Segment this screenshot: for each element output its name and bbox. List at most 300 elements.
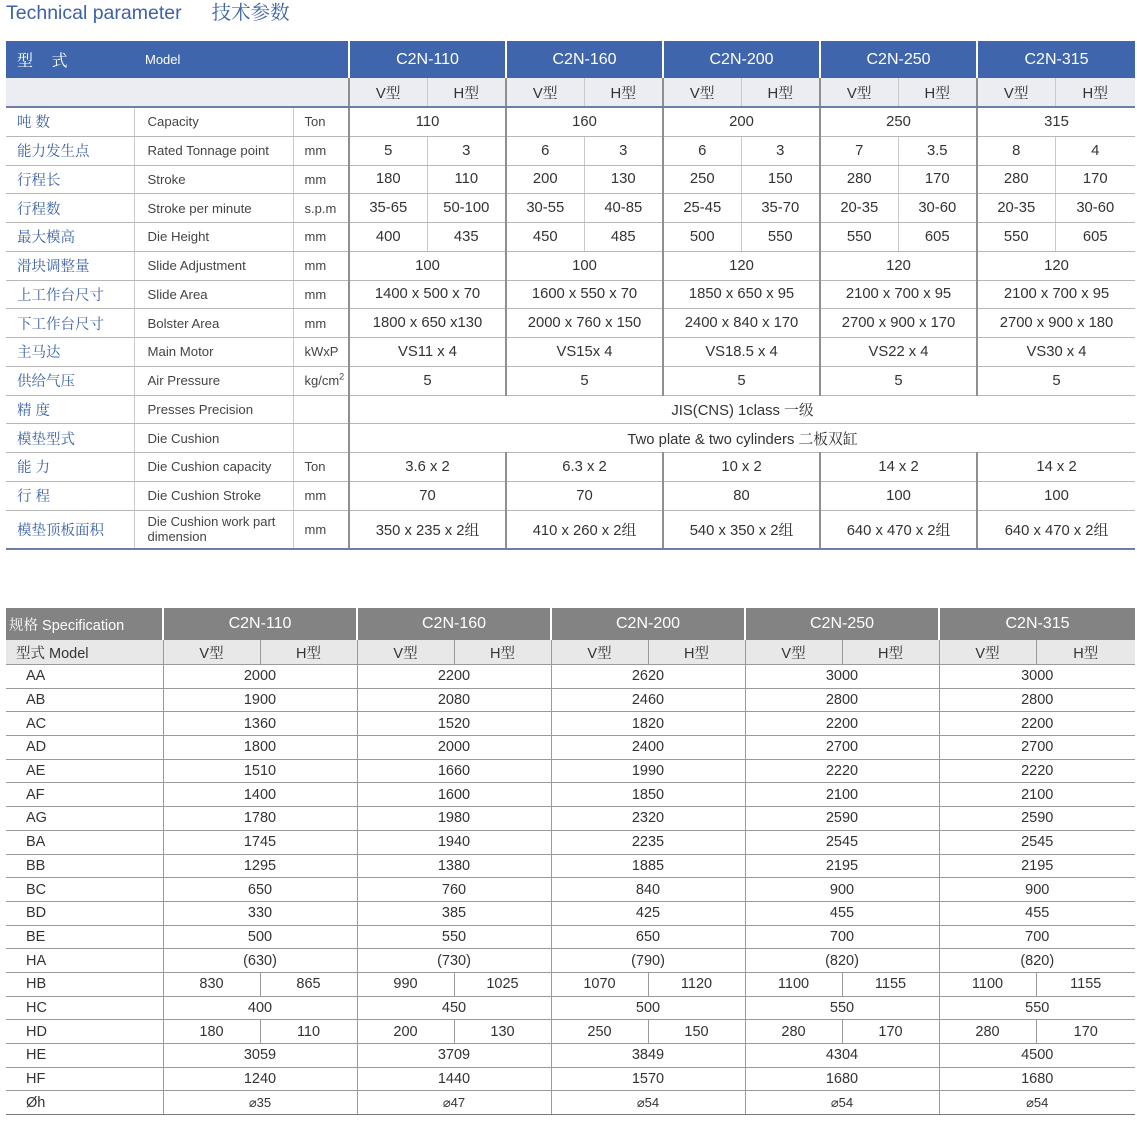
param-unit [293,481,349,510]
param-value: 540 x 350 x 2组 [663,510,820,549]
type-header: H型 [427,78,506,107]
param-value: VS15x 4 [506,338,663,367]
spec-value: 1440 [357,1067,551,1091]
spec-value: ⌀35 [163,1091,357,1115]
spec-row-label: HD [6,1020,163,1044]
spec-value: 2400 [551,736,745,760]
spec-header-row-models [6,608,1135,640]
spec-row-label: HF [6,1067,163,1091]
model-header: C2N-200 [663,41,820,78]
param-row [6,424,1135,453]
spec-value: 2800 [745,688,939,712]
param-value: 6 [663,136,741,165]
param-value: 2700 x 900 x 170 [820,309,977,338]
param-row [6,481,1135,510]
param-label-zh: 供给气压 [6,366,134,395]
param-value: 200 [663,107,820,136]
param-value: 70 [349,481,506,510]
type-header: H型 [741,78,820,107]
type-header: H型 [898,78,977,107]
spec-value: (790) [551,949,745,973]
spec-value: 330 [163,901,357,925]
spec-value: 2620 [551,665,745,689]
param-label-en: Stroke [134,165,293,194]
spec-value: 385 [357,901,551,925]
spec-type-header: H型 [648,640,745,665]
spec-value: ⌀54 [745,1091,939,1115]
spec-row [6,783,1135,807]
param-label-zh: 行程数 [6,194,134,223]
model-header: C2N-250 [820,41,977,78]
param-value: 120 [820,251,977,280]
param-value: 30-55 [506,194,584,223]
spec-value: 1680 [939,1067,1135,1091]
param-unit-text: mm [304,286,327,302]
param-value: 315 [977,107,1135,136]
spec-row-label: AF [6,783,163,807]
param-row [6,338,1135,367]
param-value: 410 x 260 x 2组 [506,510,663,549]
spec-row [6,712,1135,736]
param-unit-text: mm [304,258,327,274]
spec-value: 250 [551,1020,648,1044]
param-value: 30-60 [1055,194,1135,223]
spec-value: 425 [551,901,745,925]
param-unit [293,510,349,549]
param-row [6,165,1135,194]
specification-table [6,608,1135,1115]
spec-value: 830 [163,972,260,996]
param-unit [293,223,349,252]
param-label-en: Stroke per minute [134,194,293,223]
spec-value: 3709 [357,1044,551,1068]
spec-row-label: AB [6,688,163,712]
spec-value: 1120 [648,972,745,996]
model-header: C2N-110 [349,41,506,78]
param-label-en: Die Cushion work part dimension [134,510,293,549]
param-value: 5 [663,366,820,395]
spec-value: 2100 [939,783,1135,807]
spec-model-header: C2N-315 [939,608,1135,640]
spec-value: 2800 [939,688,1135,712]
model-header: C2N-315 [977,41,1135,78]
spec-row [6,736,1135,760]
param-label-zh: 吨 数 [6,107,134,136]
type-header: H型 [1055,78,1135,107]
spec-value: 2700 [745,736,939,760]
param-value: 605 [1055,223,1135,252]
param-value: 1800 x 650 x130 [349,309,506,338]
spec-value: 2320 [551,807,745,831]
spec-value: 1570 [551,1067,745,1091]
param-value: 280 [977,165,1055,194]
spec-value: 2590 [939,807,1135,831]
spec-value: 3059 [163,1044,357,1068]
param-value: 100 [820,481,977,510]
type-header: V型 [977,78,1055,107]
param-unit [293,280,349,309]
spec-row-label: BB [6,854,163,878]
type-header: V型 [820,78,898,107]
spec-value: (730) [357,949,551,973]
param-label-en: Die Cushion [134,424,293,453]
spec-value: 1745 [163,830,357,854]
param-unit [293,395,349,424]
spec-value: 2080 [357,688,551,712]
spec-value: 900 [745,878,939,902]
param-unit-text: Ton [304,459,326,475]
param-unit-text: mm [304,521,327,537]
spec-value: 900 [939,878,1135,902]
param-unit-text: s.p.m [304,200,337,216]
spec-value: 280 [939,1020,1036,1044]
spec-row-label: BA [6,830,163,854]
param-label-zh: 行 程 [6,481,134,510]
param-unit-sup: 2 [339,371,345,382]
param-row [6,251,1135,280]
spec-value: (820) [939,949,1135,973]
spec-value: 455 [745,901,939,925]
spec-value: 2000 [357,736,551,760]
spec-value: 760 [357,878,551,902]
param-value: 550 [741,223,820,252]
param-value: Two plate & two cylinders 二板双缸 [349,424,1135,453]
spec-type-header: V型 [357,640,454,665]
type-header: V型 [506,78,584,107]
param-value: 20-35 [977,194,1055,223]
param-value: VS22 x 4 [820,338,977,367]
spec-row-label: HB [6,972,163,996]
param-value: 250 [663,165,741,194]
spec-row-label: AD [6,736,163,760]
spec-value: 1100 [939,972,1036,996]
spec-value: 2460 [551,688,745,712]
param-value: 100 [977,481,1135,510]
param-row [6,136,1135,165]
param-unit [293,338,349,367]
param-value: 120 [663,251,820,280]
spec-type-header: V型 [745,640,842,665]
spec-row [6,949,1135,973]
page-title-en: Technical parameter [6,2,182,24]
param-value: 20-35 [820,194,898,223]
spec-value: 2235 [551,830,745,854]
param-value: 450 [506,223,584,252]
spec-value: 1400 [163,783,357,807]
spec-value: 650 [163,878,357,902]
model-header: C2N-160 [506,41,663,78]
param-value: VS30 x 4 [977,338,1135,367]
spec-header-label: 规格 Specification [6,608,163,640]
spec-value: 4500 [939,1044,1135,1068]
param-label-zh: 行程长 [6,165,134,194]
param-value: 5 [349,136,427,165]
spec-value: 1885 [551,854,745,878]
page-title-zh: 技术参数 [211,2,290,24]
param-label-zh: 能 力 [6,453,134,482]
spec-row [6,854,1135,878]
param-value: 3.6 x 2 [349,453,506,482]
param-value: 4 [1055,136,1135,165]
param-label-en: Air Pressure [134,366,293,395]
spec-value: 2200 [745,712,939,736]
spec-row [6,1044,1135,1068]
param-value: 6.3 x 2 [506,453,663,482]
param-value: 2700 x 900 x 180 [977,309,1135,338]
param-value: 25-45 [663,194,741,223]
param-unit-text: kWxP [304,344,339,360]
spec-row-label: HE [6,1044,163,1068]
param-value: 640 x 470 x 2组 [977,510,1135,549]
param-unit [293,453,349,482]
param-value: 550 [977,223,1055,252]
technical-parameter-table [6,41,1135,550]
param-value: 5 [506,366,663,395]
param-value: 3 [427,136,506,165]
spec-value: 550 [745,996,939,1020]
param-value: 110 [349,107,506,136]
param-label-en: Die Cushion Stroke [134,481,293,510]
param-label-zh: 下工作台尺寸 [6,309,134,338]
spec-type-header: H型 [454,640,551,665]
spec-value: (630) [163,949,357,973]
param-value: 500 [663,223,741,252]
param-value: 160 [506,107,663,136]
param-label-en: Die Height [134,223,293,252]
spec-row [6,830,1135,854]
spec-value: 2000 [163,665,357,689]
spec-value: 840 [551,878,745,902]
spec-row [6,759,1135,783]
type-header: V型 [349,78,427,107]
param-value: 7 [820,136,898,165]
param-unit [293,424,349,453]
spec-value: 1295 [163,854,357,878]
param-value: 1400 x 500 x 70 [349,280,506,309]
spec-value: 2100 [745,783,939,807]
param-row [6,510,1135,549]
spec-value: 1980 [357,807,551,831]
param-unit-text: mm [304,229,327,245]
spec-value: 1155 [842,972,939,996]
spec-value: 1780 [163,807,357,831]
spec-model-label: 型式 Model [6,640,163,665]
spec-value: 180 [163,1020,260,1044]
spec-value: 2195 [939,854,1135,878]
type-header-blank [6,78,349,107]
header-row-types [6,78,1135,107]
param-value: 2000 x 760 x 150 [506,309,663,338]
spec-model-header: C2N-250 [745,608,939,640]
spec-value: 200 [357,1020,454,1044]
param-label-en: Capacity [134,107,293,136]
spec-row [6,1067,1135,1091]
spec-value: 1900 [163,688,357,712]
spec-row-label: AG [6,807,163,831]
spec-row [6,1091,1135,1115]
param-value: 400 [349,223,427,252]
spec-row-label: BD [6,901,163,925]
param-value: 14 x 2 [820,453,977,482]
spec-value: 500 [551,996,745,1020]
param-unit [293,107,349,136]
spec-value: 3000 [745,665,939,689]
param-row [6,223,1135,252]
spec-value: 1660 [357,759,551,783]
spec-value: 2220 [939,759,1135,783]
param-label-zh: 上工作台尺寸 [6,280,134,309]
spec-type-header: V型 [163,640,260,665]
param-unit-text: mm [304,315,327,331]
param-unit [293,366,349,395]
param-value: 1600 x 550 x 70 [506,280,663,309]
param-unit [293,194,349,223]
spec-row [6,901,1135,925]
param-label-zh: 模垫顶板面积 [6,510,134,549]
param-value: VS11 x 4 [349,338,506,367]
spec-type-header: V型 [551,640,648,665]
param-value: 605 [898,223,977,252]
spec-value: 1510 [163,759,357,783]
spec-value: 1360 [163,712,357,736]
spec-value: 1800 [163,736,357,760]
param-value: 485 [584,223,663,252]
spec-value: (820) [745,949,939,973]
model-label-en: Model [134,41,349,78]
spec-value: 4304 [745,1044,939,1068]
spec-row-label: BC [6,878,163,902]
spec-value: 1850 [551,783,745,807]
param-value: 120 [977,251,1135,280]
spec-value: ⌀54 [551,1091,745,1115]
spec-value: 1025 [454,972,551,996]
spec-row-label: AC [6,712,163,736]
param-value: 70 [506,481,663,510]
param-value: VS18.5 x 4 [663,338,820,367]
spec-type-header: H型 [842,640,939,665]
param-value: 110 [427,165,506,194]
spec-value: 1520 [357,712,551,736]
spec-value: 2200 [939,712,1135,736]
spec-value: 700 [939,925,1135,949]
page-title [6,0,290,26]
spec-value: 1240 [163,1067,357,1091]
param-label-en: Presses Precision [134,395,293,424]
spec-value: 400 [163,996,357,1020]
param-unit-text: kg/cm [304,373,340,389]
param-value: 2400 x 840 x 170 [663,309,820,338]
param-unit-text: mm [304,143,327,159]
param-label-en: Slide Adjustment [134,251,293,280]
param-value: 170 [1055,165,1135,194]
param-value: 35-70 [741,194,820,223]
spec-value: 150 [648,1020,745,1044]
spec-header-row-types [6,640,1135,665]
spec-value: 1380 [357,854,551,878]
param-value: 5 [820,366,977,395]
spec-value: 1600 [357,783,551,807]
spec-model-header: C2N-160 [357,608,551,640]
model-label-zh: 型 式 [6,41,134,78]
spec-row-label: Øh [6,1091,163,1115]
header-row-models [6,41,1135,78]
spec-value: 1940 [357,830,551,854]
spec-row-label: HA [6,949,163,973]
param-label-en: Main Motor [134,338,293,367]
param-row [6,107,1135,136]
spec-value: ⌀47 [357,1091,551,1115]
param-value: 130 [584,165,663,194]
param-label-zh: 滑块调整量 [6,251,134,280]
param-value: 35-65 [349,194,427,223]
spec-value: 1070 [551,972,648,996]
param-label-en: Bolster Area [134,309,293,338]
param-value: 2100 x 700 x 95 [820,280,977,309]
spec-value: 1100 [745,972,842,996]
param-label-en: Rated Tonnage point [134,136,293,165]
param-value: 10 x 2 [663,453,820,482]
param-value: 2100 x 700 x 95 [977,280,1135,309]
spec-value: 1155 [1036,972,1135,996]
spec-row [6,878,1135,902]
spec-value: 2200 [357,665,551,689]
spec-value: 550 [939,996,1135,1020]
param-value: 435 [427,223,506,252]
param-value: 3 [584,136,663,165]
param-unit-text: Ton [304,114,326,130]
param-unit [293,136,349,165]
spec-value: 550 [357,925,551,949]
spec-row-label: HC [6,996,163,1020]
spec-value: 450 [357,996,551,1020]
spec-value: 865 [260,972,357,996]
spec-row [6,665,1135,689]
param-label-zh: 能力发生点 [6,136,134,165]
spec-row-label: AA [6,665,163,689]
param-value: 350 x 235 x 2组 [349,510,506,549]
param-row [6,309,1135,338]
param-value: 200 [506,165,584,194]
spec-value: 990 [357,972,454,996]
param-value: 3.5 [898,136,977,165]
param-row [6,194,1135,223]
param-value: 80 [663,481,820,510]
param-row [6,366,1135,395]
spec-model-header: C2N-200 [551,608,745,640]
spec-row [6,925,1135,949]
param-row [6,280,1135,309]
spec-value: 3000 [939,665,1135,689]
type-header: H型 [584,78,663,107]
param-value: 250 [820,107,977,136]
spec-value: 500 [163,925,357,949]
param-value: 550 [820,223,898,252]
spec-value: 1820 [551,712,745,736]
spec-value: 280 [745,1020,842,1044]
param-value: 30-60 [898,194,977,223]
spec-value: 2220 [745,759,939,783]
param-value: 280 [820,165,898,194]
spec-row-label: BE [6,925,163,949]
spec-value: 2545 [745,830,939,854]
spec-value: 1990 [551,759,745,783]
spec-row [6,807,1135,831]
spec-value: 2545 [939,830,1135,854]
param-value: 5 [977,366,1135,395]
param-value: 180 [349,165,427,194]
spec-type-header: H型 [1036,640,1135,665]
param-value: 50-100 [427,194,506,223]
